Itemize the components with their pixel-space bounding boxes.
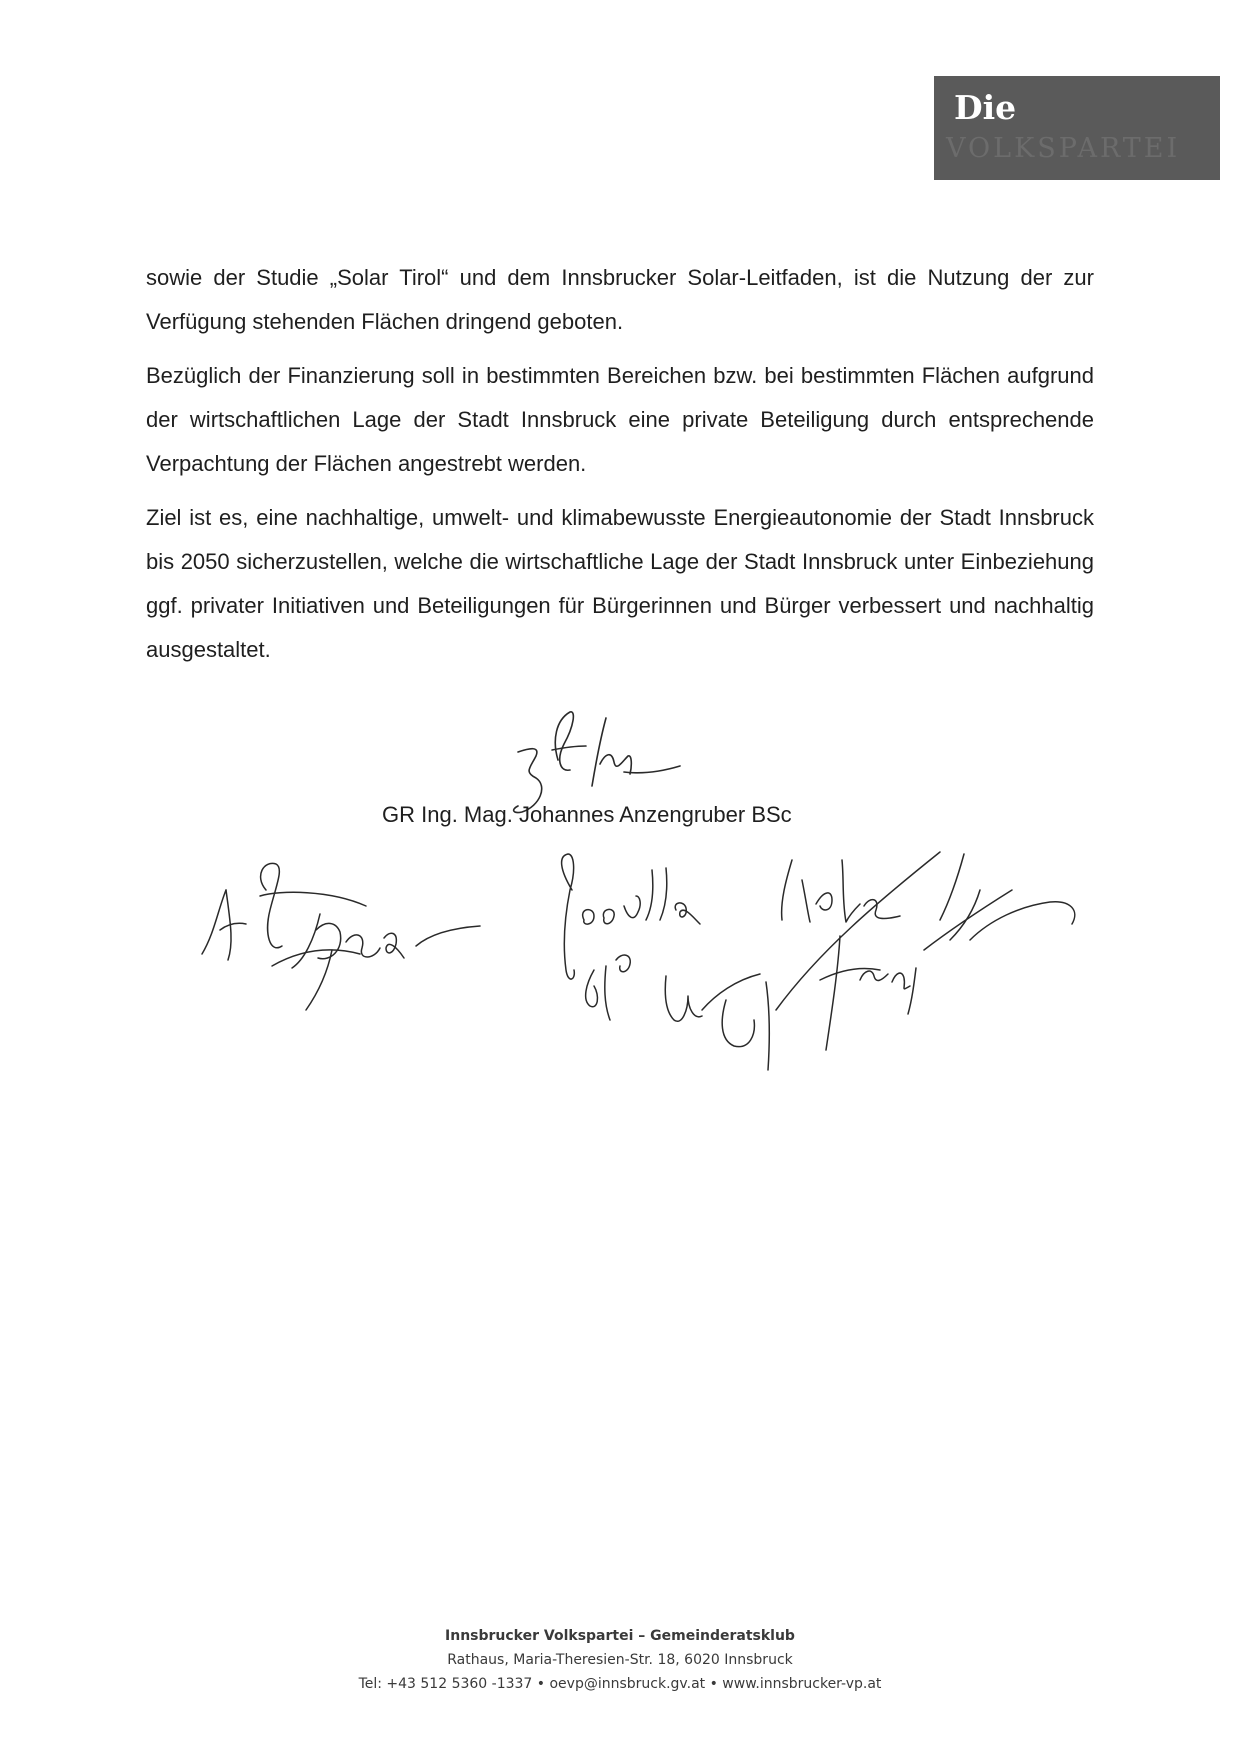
footer-address: Rathaus, Maria-Theresien-Str. 18, 6020 Innsbruck bbox=[447, 1652, 793, 1668]
body-text bbox=[146, 256, 1094, 682]
paragraph-3: Ziel ist es, eine nachhaltige, umwelt- und klimabewusste Energieautonomie der Stadt Innsbruck bis 2050 sicherzustellen, welche die wirtschaftliche Lage der Stadt Innsbruck unter Einbeziehung ggf. privater Initiativen und Beteiligungen für Bürgerinnen und Bürger verbessert und nachhaltig ausgestaltet. bbox=[146, 505, 1094, 662]
additional-signatures bbox=[180, 850, 1220, 1190]
footer-title: Innsbrucker Volkspartei – Gemeinderatsklub bbox=[445, 1628, 795, 1644]
paragraph-2: Bezüglich der Finanzierung soll in bestimmten Bereichen bzw. bei bestimmten Flächen aufgrund der wirtschaftlichen Lage der Stadt Innsbruck eine private Beteiligung durch entsprechende Verpachtung der Flächen angestrebt werden. bbox=[146, 363, 1094, 476]
logo-line-1: Die bbox=[954, 88, 1017, 127]
party-logo bbox=[934, 76, 1220, 180]
paragraph-1: sowie der Studie „Solar Tirol“ und dem Innsbrucker Solar-Leitfaden, ist die Nutzung der zur Verfügung stehenden Flächen dringend geboten. bbox=[146, 265, 1094, 334]
logo-line-2: VOLKSPARTEI bbox=[946, 133, 1181, 164]
footer-contact: Tel: +43 512 5360 -1337 • oevp@innsbruck.gv.at • www.innsbrucker-vp.at bbox=[358, 1676, 882, 1692]
footer bbox=[0, 1624, 1240, 1696]
signer-name: GR Ing. Mag. Johannes Anzengruber BSc bbox=[382, 802, 792, 827]
